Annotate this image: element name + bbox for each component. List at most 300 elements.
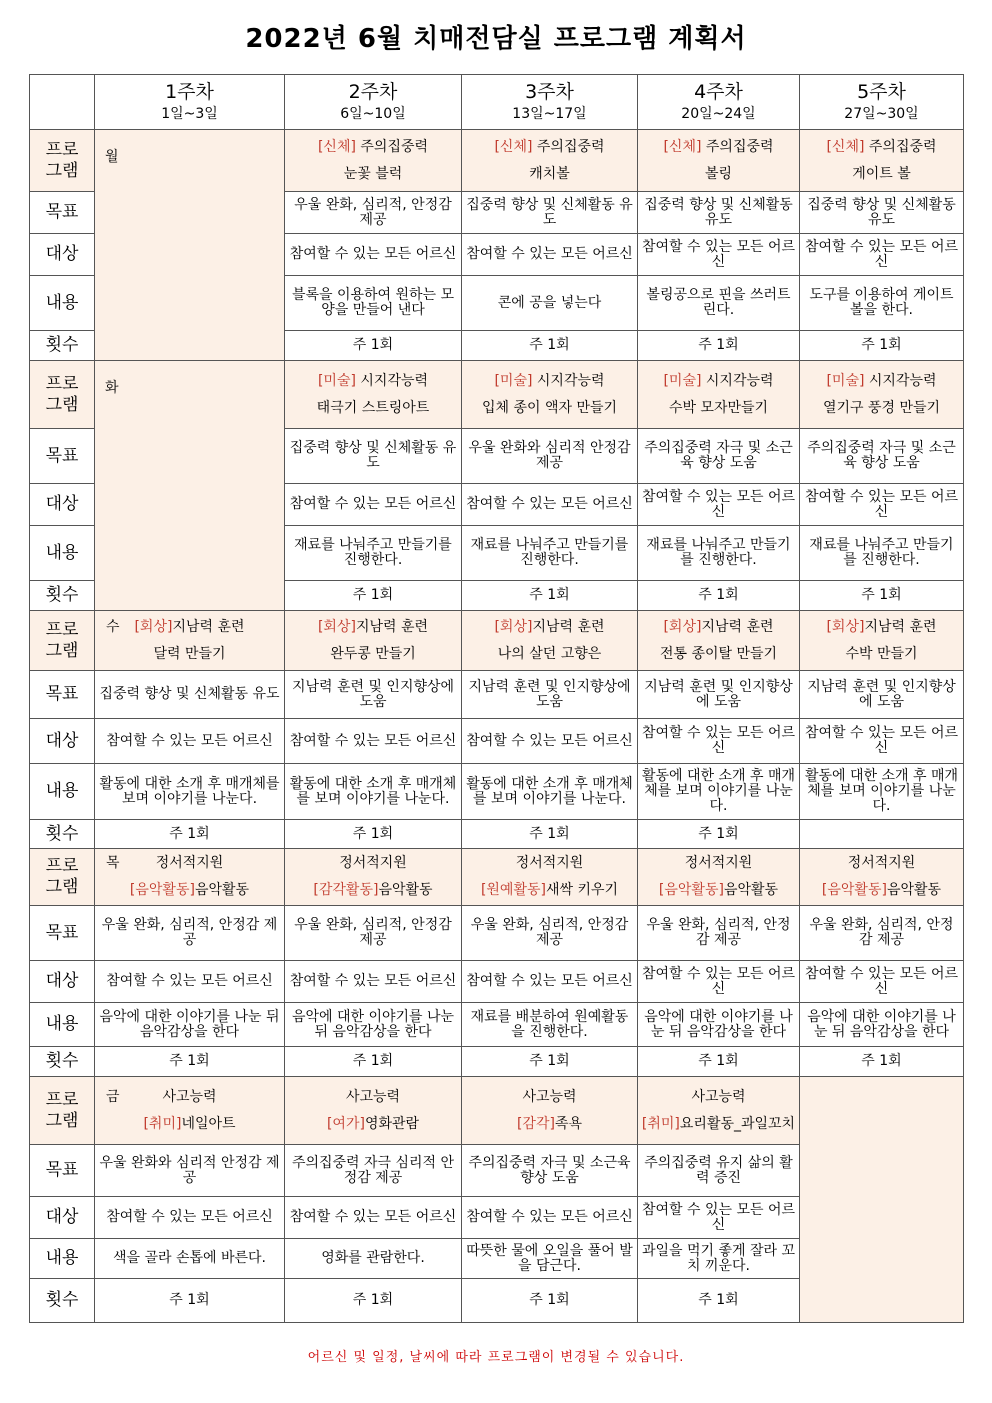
- program-category: [취미]: [641, 1115, 680, 1132]
- program-line-1: [641, 374, 796, 389]
- target-cell: 참여할 수 있는 모든 어르신: [638, 234, 800, 276]
- program-skill: 사고능력: [691, 1088, 746, 1105]
- row-label-count: 횟수: [30, 1047, 95, 1077]
- program-line-1: [98, 1090, 281, 1105]
- program-line-2: [803, 401, 960, 416]
- program-cell: [638, 130, 800, 192]
- program-line-2: [641, 647, 796, 662]
- program-skill: 지남력 훈련: [701, 618, 774, 635]
- program-title: 네일아트: [181, 1115, 236, 1132]
- program-cell: [800, 611, 964, 671]
- program-content: [288, 620, 458, 662]
- row-label-count: 횟수: [30, 331, 95, 361]
- program-cell: [462, 611, 638, 671]
- target-cell: 참여할 수 있는 모든 어르신: [285, 961, 462, 1003]
- program-content: [465, 1090, 634, 1132]
- target-cell: 참여할 수 있는 모든 어르신: [638, 484, 800, 526]
- row-label-program: 프로 그램: [30, 1077, 95, 1145]
- content-cell: 활동에 대한 소개 후 매개체를 보며 이야기를 나눈다.: [462, 764, 638, 820]
- goal-cell: 집중력 향상 및 신체활동 유도: [95, 671, 285, 719]
- target-cell: 참여할 수 있는 모든 어르신: [462, 719, 638, 764]
- target-cell: 참여할 수 있는 모든 어르신: [800, 961, 964, 1003]
- program-content: [803, 856, 960, 898]
- program-line-2: [465, 1117, 634, 1132]
- program-line-1: [641, 620, 796, 635]
- goal-cell: 지남력 훈련 및 인지향상에 도움: [638, 671, 800, 719]
- program-skill: 주의집중력: [864, 138, 937, 155]
- count-cell: 주 1회: [285, 1047, 462, 1077]
- program-cell: [285, 361, 462, 429]
- goal-cell: 주의집중력 자극 심리적 안정감 제공: [285, 1145, 462, 1197]
- program-line-2: [641, 883, 796, 898]
- week-name: 3주차: [525, 81, 574, 103]
- page-title: 2022년 6월 치매전담실 프로그램 계획서: [245, 24, 747, 54]
- week-name: 4주차: [694, 81, 743, 103]
- table-row: [30, 764, 964, 820]
- program-line-1: [641, 1090, 796, 1105]
- content-cell: 도구를 이용하여 게이트 볼을 한다.: [800, 276, 964, 331]
- content-cell: 활동에 대한 소개 후 매개체를 보며 이야기를 나눈다.: [95, 764, 285, 820]
- goal-cell: 집중력 향상 및 신체활동 유도: [285, 429, 462, 484]
- program-title: 달력 만들기: [153, 645, 226, 662]
- program-line-1: [465, 620, 634, 635]
- target-cell: 참여할 수 있는 모든 어르신: [95, 719, 285, 764]
- program-category: [신체]: [494, 138, 533, 155]
- count-cell: 주 1회: [462, 1279, 638, 1323]
- content-cell: 활동에 대한 소개 후 매개체를 보며 이야기를 나눈다.: [285, 764, 462, 820]
- table-row: [30, 361, 964, 429]
- program-cell: [285, 849, 462, 906]
- goal-cell: 집중력 향상 및 신체활동 유도: [638, 192, 800, 234]
- count-cell: 주 1회: [638, 331, 800, 361]
- target-cell: 참여할 수 있는 모든 어르신: [285, 719, 462, 764]
- program-cell: [462, 130, 638, 192]
- program-line-1: [465, 856, 634, 871]
- row-label-content: 내용: [30, 526, 95, 581]
- program-line-1: [803, 856, 960, 871]
- corner-cell: [30, 75, 95, 130]
- target-cell: 참여할 수 있는 모든 어르신: [800, 719, 964, 764]
- goal-cell: 주의집중력 자극 및 소근육 향상 도움: [462, 1145, 638, 1197]
- program-line-2: [465, 883, 634, 898]
- target-cell: 참여할 수 있는 모든 어르신: [462, 484, 638, 526]
- goal-cell: 주의집중력 유지 삶의 활력 증진: [638, 1145, 800, 1197]
- program-category: [회상]: [826, 618, 865, 635]
- target-cell: 참여할 수 있는 모든 어르신: [285, 1197, 462, 1239]
- goal-cell: 우울 완화와 심리적 안정감 제공: [462, 429, 638, 484]
- count-cell: 주 1회: [638, 820, 800, 849]
- target-cell: 참여할 수 있는 모든 어르신: [285, 484, 462, 526]
- count-cell: [800, 820, 964, 849]
- program-line-2: [98, 647, 281, 662]
- program-skill: 사고능력: [522, 1088, 577, 1105]
- week-dates: 6일~10일: [340, 106, 406, 122]
- row-label-count: 횟수: [30, 581, 95, 611]
- weekday-label: 금: [106, 1088, 120, 1105]
- program-line-1: [288, 620, 458, 635]
- program-line-1: [465, 1090, 634, 1105]
- row-label-program: 프로 그램: [30, 130, 95, 192]
- count-cell: 주 1회: [285, 581, 462, 611]
- goal-cell: 우울 완화, 심리적, 안정감 제공: [95, 906, 285, 961]
- table-row: [30, 75, 964, 130]
- goal-cell: 우울 완화와 심리적 안정감 제공: [95, 1145, 285, 1197]
- program-category: [신체]: [663, 138, 702, 155]
- program-line-2: [803, 883, 960, 898]
- program-line-2: [288, 647, 458, 662]
- target-cell: 참여할 수 있는 모든 어르신: [285, 234, 462, 276]
- program-title: 완두콩 만들기: [330, 645, 416, 662]
- program-line-1: [641, 140, 796, 155]
- count-cell: 주 1회: [285, 820, 462, 849]
- program-line-1: [288, 140, 458, 155]
- program-line-2: [288, 883, 458, 898]
- program-title: 족욕: [554, 1115, 583, 1132]
- program-title: 볼링: [704, 165, 733, 182]
- row-label-goal: 목표: [30, 671, 95, 719]
- count-cell: 주 1회: [638, 581, 800, 611]
- program-skill: 사고능력: [345, 1088, 401, 1105]
- program-content: [465, 856, 634, 898]
- program-skill: 사고능력: [162, 1088, 217, 1105]
- week-header: [285, 75, 462, 130]
- goal-cell: 주의집중력 자극 및 소근육 향상 도움: [800, 429, 964, 484]
- program-category: [미술]: [826, 372, 865, 389]
- program-title: 음악활동: [378, 882, 433, 898]
- footer-note: 어르신 및 일정, 날씨에 따라 프로그램이 변경될 수 있습니다.: [307, 1350, 685, 1365]
- program-category: [원예활동]: [480, 882, 546, 898]
- program-cell: [95, 1077, 285, 1145]
- row-label-count: 횟수: [30, 1279, 95, 1323]
- program-cell: [285, 611, 462, 671]
- content-cell: 음악에 대한 이야기를 나눈 뒤 음악감상을 한다: [95, 1003, 285, 1047]
- content-cell: 재료를 나눠주고 만들기를 진행한다.: [638, 526, 800, 581]
- program-skill: 정서적지원: [155, 855, 224, 871]
- weekday-label: 수: [106, 618, 120, 635]
- week-header: [638, 75, 800, 130]
- program-title: 수박 모자만들기: [668, 399, 769, 416]
- program-line-2: [803, 167, 960, 182]
- week-name: 1주차: [165, 81, 214, 103]
- content-cell: 음악에 대한 이야기를 나눈 뒤 음악감상을 한다: [638, 1003, 800, 1047]
- program-skill: 지남력 훈련: [864, 618, 937, 635]
- count-cell: 주 1회: [462, 820, 638, 849]
- goal-cell: 우울 완화, 심리적, 안정감 제공: [800, 906, 964, 961]
- program-title: 태극기 스트링아트: [316, 399, 430, 416]
- target-cell: 참여할 수 있는 모든 어르신: [95, 1197, 285, 1239]
- row-label-count: 횟수: [30, 820, 95, 849]
- target-cell: 참여할 수 있는 모든 어르신: [462, 234, 638, 276]
- program-content: [98, 620, 281, 662]
- program-cell: [95, 611, 285, 671]
- program-skill: 지남력 훈련: [355, 618, 429, 635]
- goal-cell: 지남력 훈련 및 인지향상에 도움: [462, 671, 638, 719]
- program-title: 전통 종이탈 만들기: [659, 645, 778, 662]
- target-cell: 참여할 수 있는 모든 어르신: [462, 961, 638, 1003]
- program-content: [465, 620, 634, 662]
- program-category: [회상]: [663, 618, 702, 635]
- program-skill: 정서적지원: [515, 855, 584, 871]
- program-skill: 시지각능력: [701, 372, 774, 389]
- table-row: [30, 611, 964, 671]
- program-line-2: [641, 401, 796, 416]
- program-content: [98, 856, 281, 898]
- table-row: [30, 130, 964, 192]
- table-row: [30, 1077, 964, 1145]
- row-label-program: 프로 그램: [30, 361, 95, 429]
- table-row: [30, 820, 964, 849]
- program-title: 요리활동_과일꼬치: [679, 1115, 796, 1132]
- program-line-1: [465, 140, 634, 155]
- program-line-2: [98, 1117, 281, 1132]
- program-cell: [462, 361, 638, 429]
- program-category: [취미]: [143, 1115, 182, 1132]
- program-cell: [638, 849, 800, 906]
- goal-cell: 우울 완화, 심리적, 안정감 제공: [285, 192, 462, 234]
- program-category: [회상]: [134, 618, 173, 635]
- program-category: [신체]: [317, 138, 356, 155]
- row-label-target: 대상: [30, 1197, 95, 1239]
- program-category: [회상]: [317, 618, 356, 635]
- table-row: [30, 849, 964, 906]
- target-cell: 참여할 수 있는 모든 어르신: [638, 1197, 800, 1239]
- week-dates: 20일~24일: [681, 106, 756, 122]
- weekday-label: 화: [105, 380, 119, 396]
- program-skill: 정서적지원: [684, 855, 753, 871]
- program-title: 음악활동: [886, 882, 942, 898]
- weekday-label: 월: [105, 149, 119, 165]
- program-skill: 지남력 훈련: [172, 618, 245, 635]
- row-label-target: 대상: [30, 484, 95, 526]
- program-cell: [800, 130, 964, 192]
- program-title: 나의 살던 고향은: [497, 645, 602, 662]
- program-category: [감각]: [516, 1115, 555, 1132]
- table-row: [30, 1003, 964, 1047]
- program-content: [641, 140, 796, 182]
- program-content: [288, 140, 458, 182]
- week-name: 5주차: [857, 81, 906, 103]
- program-line-2: [288, 167, 458, 182]
- week-dates: 13일~17일: [512, 106, 587, 122]
- program-line-1: [803, 620, 960, 635]
- program-category: [회상]: [494, 618, 533, 635]
- week-header: [800, 75, 964, 130]
- count-cell: 주 1회: [462, 1047, 638, 1077]
- program-title: 눈꽃 블럭: [343, 165, 403, 182]
- count-cell: 주 1회: [638, 1047, 800, 1077]
- count-cell: 주 1회: [462, 581, 638, 611]
- program-category: [미술]: [317, 372, 356, 389]
- program-skill: 주의집중력: [532, 138, 605, 155]
- program-line-2: [288, 1117, 458, 1132]
- program-title: 캐치볼: [529, 165, 570, 182]
- program-skill: 정서적지원: [339, 855, 407, 871]
- program-line-1: [98, 620, 281, 635]
- row-label-content: 내용: [30, 1239, 95, 1279]
- program-line-2: [465, 401, 634, 416]
- content-cell: 재료를 나눠주고 만들기를 진행한다.: [285, 526, 462, 581]
- count-cell: 주 1회: [800, 1047, 964, 1077]
- row-label-target: 대상: [30, 961, 95, 1003]
- count-cell: 주 1회: [95, 1047, 285, 1077]
- goal-cell: 우울 완화, 심리적, 안정감 제공: [462, 906, 638, 961]
- count-cell: 주 1회: [800, 331, 964, 361]
- program-cell: [800, 849, 964, 906]
- row-label-program: 프로 그램: [30, 849, 95, 906]
- program-line-1: [641, 856, 796, 871]
- weekday-cell: [95, 361, 285, 611]
- count-cell: 주 1회: [800, 581, 964, 611]
- program-cell: [638, 611, 800, 671]
- target-cell: 참여할 수 있는 모든 어르신: [638, 961, 800, 1003]
- content-cell: 재료를 나눠주고 만들기를 진행한다.: [462, 526, 638, 581]
- program-skill: 시지각능력: [355, 372, 429, 389]
- program-line-2: [465, 167, 634, 182]
- row-label-goal: 목표: [30, 429, 95, 484]
- content-cell: 재료를 배분하여 원예활동을 진행한다.: [462, 1003, 638, 1047]
- table-row: [30, 906, 964, 961]
- program-line-1: [98, 856, 281, 871]
- goal-cell: 우울 완화, 심리적, 안정감 제공: [285, 906, 462, 961]
- content-cell: 콘에 공을 넣는다: [462, 276, 638, 331]
- program-category: [음악활동]: [821, 882, 887, 898]
- program-line-2: [465, 647, 634, 662]
- count-cell: 주 1회: [95, 820, 285, 849]
- program-skill: 주의집중력: [701, 138, 774, 155]
- table-row: [30, 1047, 964, 1077]
- program-cell: [800, 361, 964, 429]
- week-name: 2주차: [348, 81, 398, 103]
- count-cell: 주 1회: [285, 1279, 462, 1323]
- row-label-target: 대상: [30, 719, 95, 764]
- row-label-goal: 목표: [30, 906, 95, 961]
- goal-cell: 지남력 훈련 및 인지향상에 도움: [800, 671, 964, 719]
- goal-cell: 주의집중력 자극 및 소근육 향상 도움: [638, 429, 800, 484]
- program-cell: [285, 130, 462, 192]
- program-category: [미술]: [663, 372, 702, 389]
- program-title: 수박 만들기: [845, 645, 918, 662]
- table-row: [30, 719, 964, 764]
- program-content: [98, 1090, 281, 1132]
- goal-cell: 지남력 훈련 및 인지향상에 도움: [285, 671, 462, 719]
- program-content: [641, 856, 796, 898]
- program-cell: [462, 849, 638, 906]
- program-line-1: [288, 1090, 458, 1105]
- program-category: [여가]: [326, 1115, 365, 1132]
- program-skill: 시지각능력: [532, 372, 605, 389]
- week-dates: 1일~3일: [161, 106, 218, 122]
- content-cell: 블록을 이용하여 원하는 모양을 만들어 낸다: [285, 276, 462, 331]
- program-line-2: [641, 167, 796, 182]
- program-skill: 정서적지원: [847, 855, 916, 871]
- week-header: [462, 75, 638, 130]
- program-line-2: [803, 647, 960, 662]
- program-cell: [95, 849, 285, 906]
- content-cell: 따뜻한 물에 오일을 풀어 발을 담근다.: [462, 1239, 638, 1279]
- target-cell: 참여할 수 있는 모든 어르신: [800, 484, 964, 526]
- content-cell: 활동에 대한 소개 후 매개체를 보며 이야기를 나눈다.: [638, 764, 800, 820]
- program-line-1: [803, 374, 960, 389]
- program-line-1: [465, 374, 634, 389]
- program-category: [음악활동]: [658, 882, 724, 898]
- row-label-content: 내용: [30, 1003, 95, 1047]
- program-content: [465, 140, 634, 182]
- program-content: [803, 140, 960, 182]
- program-title: 새싹 키우기: [545, 882, 619, 898]
- goal-cell: 집중력 향상 및 신체활동 유도: [800, 192, 964, 234]
- schedule-table: [29, 74, 964, 1323]
- program-line-1: [288, 856, 458, 871]
- program-category: [신체]: [826, 138, 865, 155]
- content-cell: 활동에 대한 소개 후 매개체를 보며 이야기를 나눈다.: [800, 764, 964, 820]
- program-content: [641, 620, 796, 662]
- table-row: [30, 671, 964, 719]
- program-content: [641, 1090, 796, 1132]
- program-cell: [285, 1077, 462, 1145]
- program-line-2: [641, 1117, 796, 1132]
- program-title: 입체 종이 액자 만들기: [481, 399, 618, 416]
- program-content: [288, 1090, 458, 1132]
- program-title: 열기구 풍경 만들기: [822, 399, 941, 416]
- program-line-2: [98, 883, 281, 898]
- program-content: [803, 620, 960, 662]
- program-skill: 주의집중력: [355, 138, 429, 155]
- program-category: [미술]: [494, 372, 533, 389]
- count-cell: 주 1회: [638, 1279, 800, 1323]
- row-label-target: 대상: [30, 234, 95, 276]
- program-content: [803, 374, 960, 416]
- content-cell: 음악에 대한 이야기를 나눈 뒤 음악감상을 한다: [285, 1003, 462, 1047]
- program-cell: [638, 1077, 800, 1145]
- row-label-program: 프로 그램: [30, 611, 95, 671]
- content-cell: 볼링공으로 핀을 쓰러트린다.: [638, 276, 800, 331]
- target-cell: 참여할 수 있는 모든 어르신: [800, 234, 964, 276]
- program-line-2: [288, 401, 458, 416]
- program-cell: [638, 361, 800, 429]
- count-cell: 주 1회: [462, 331, 638, 361]
- program-content: [465, 374, 634, 416]
- program-line-1: [288, 374, 458, 389]
- program-category: [음악활동]: [129, 882, 195, 898]
- program-skill: 시지각능력: [864, 372, 937, 389]
- weekday-cell: [95, 130, 285, 361]
- row-label-content: 내용: [30, 764, 95, 820]
- week-dates: 27일~30일: [844, 106, 919, 122]
- program-line-1: [803, 140, 960, 155]
- target-cell: 참여할 수 있는 모든 어르신: [95, 961, 285, 1003]
- goal-cell: 우울 완화, 심리적, 안정감 제공: [638, 906, 800, 961]
- content-cell: 과일을 먹기 좋게 잘라 꼬치 끼운다.: [638, 1239, 800, 1279]
- weekday-label: 목: [106, 855, 120, 871]
- program-title: 게이트 볼: [852, 165, 911, 182]
- table-row: [30, 961, 964, 1003]
- row-label-goal: 목표: [30, 1145, 95, 1197]
- content-cell: 색을 골라 손톱에 바른다.: [95, 1239, 285, 1279]
- program-title: 음악활동: [194, 882, 250, 898]
- content-cell: 영화를 관람한다.: [285, 1239, 462, 1279]
- row-label-goal: 목표: [30, 192, 95, 234]
- program-content: [288, 374, 458, 416]
- program-category: [감각활동]: [313, 882, 379, 898]
- program-content: [288, 856, 458, 898]
- program-title: 영화관람: [364, 1115, 420, 1132]
- target-cell: 참여할 수 있는 모든 어르신: [638, 719, 800, 764]
- empty-cell: [800, 1077, 964, 1323]
- program-skill: 지남력 훈련: [532, 618, 605, 635]
- count-cell: 주 1회: [95, 1279, 285, 1323]
- program-cell: [462, 1077, 638, 1145]
- content-cell: 음악에 대한 이야기를 나눈 뒤 음악감상을 한다: [800, 1003, 964, 1047]
